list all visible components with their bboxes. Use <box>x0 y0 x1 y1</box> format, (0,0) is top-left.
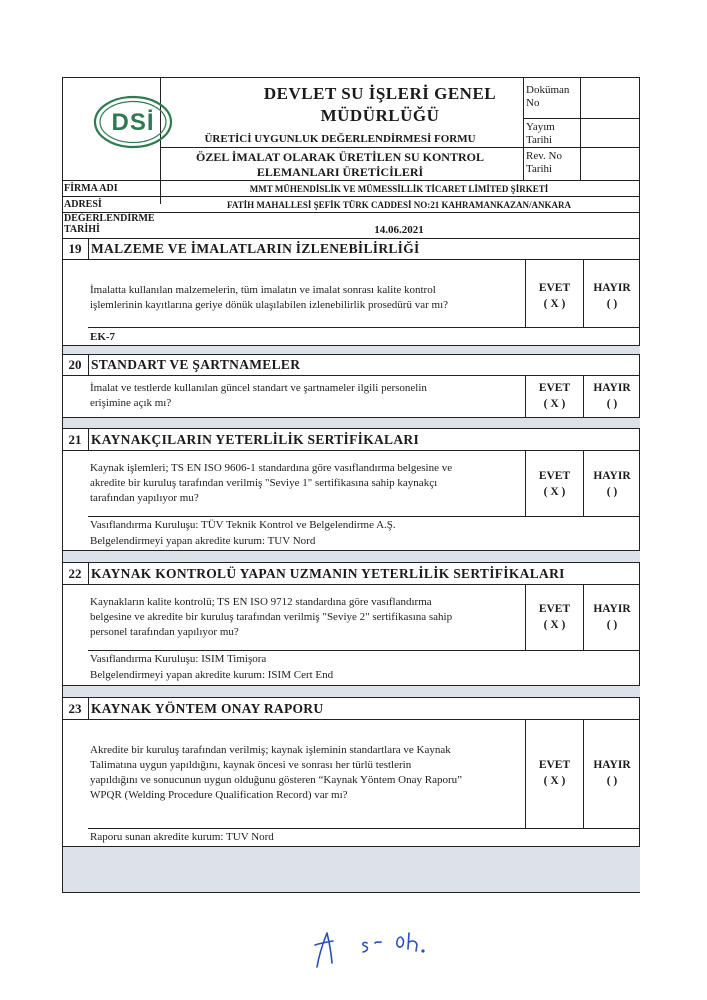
no-label: HAYIR <box>593 759 631 771</box>
no-label: HAYIR <box>593 470 631 482</box>
section-23-question-line-3: yapıldığını ve sonucunun uygun olduğunu gösteren “Kaynak Yöntem Onay Raporu” <box>90 774 462 786</box>
address-label: ADRESİ <box>64 199 102 210</box>
section-21-title: KAYNAKÇILARIN YETERLİLİK SERTİFİKALARI <box>91 432 419 447</box>
eval-date-label-line-2: TARİHİ <box>64 224 100 235</box>
doc-no-label <box>526 84 569 110</box>
logo-text: DSİ <box>111 109 155 136</box>
section-19-question <box>90 283 448 313</box>
section-22-question <box>90 595 452 640</box>
yes-label: EVET <box>538 759 571 771</box>
section-21-question-line-1: Kaynak işlemleri; TS EN ISO 9606-1 standardına göre vasıflandırma belgesine ve <box>90 462 453 474</box>
section-19-title: MALZEME VE İMALATLARIN İZLENEBİLİRLİĞİ <box>91 241 420 256</box>
header-row-line-2 <box>523 147 640 148</box>
section-23-yes-answer <box>526 757 583 789</box>
section-20-title: STANDART VE ŞARTNAMELER <box>91 357 301 372</box>
section-separator <box>63 346 640 354</box>
firm-row-line <box>62 196 640 197</box>
eval-date-label <box>64 213 155 235</box>
section-22-top-line <box>62 562 640 563</box>
title-line-2: MÜDÜRLÜĞÜ <box>320 106 440 125</box>
page-title <box>230 83 530 127</box>
firm-value: MMT MÜHENDİSLİK VE MÜMESSİLLİK TİCARET LİMİTED ŞİRKETİ <box>249 184 549 194</box>
section-20-number: 20 <box>68 357 82 372</box>
section-19-title-line <box>62 259 640 260</box>
yes-mark: ( X ) <box>543 486 566 498</box>
section-22-question-line-2: belgesine ve akredite bir kuruluş tarafından verilmiş "Seviye 2" sertifikasına sahip <box>90 611 453 623</box>
section-20-yes-answer <box>526 380 583 412</box>
eval-row-line <box>62 238 640 239</box>
no-mark: ( ) <box>606 486 618 498</box>
no-label: HAYIR <box>593 603 631 615</box>
section-20-no-answer <box>584 380 640 412</box>
section-21-note-line-1: Vasıflandırma Kuruluşu: TÜV Teknik Kontrol ve Belgelendirme A.Ş. <box>90 519 396 531</box>
section-19-question-line <box>88 327 640 328</box>
section-20-top-line <box>62 354 640 355</box>
publish-date-label-line-2: Tarihi <box>526 134 553 146</box>
section-20-question <box>90 381 427 411</box>
section-22-note-line-2: Belgelendirmeyi yapan akredite kurum: ISIM Cert End <box>90 669 334 681</box>
eval-date-value: 14.06.2021 <box>374 224 424 236</box>
section-20-num-divider <box>88 354 89 375</box>
section-19-number: 19 <box>68 241 82 256</box>
address-value: FATİH MAHALLESİ ŞEFİK TÜRK CADDESİ NO:21 KAHRAMANKAZAN/ANKARA <box>226 200 572 210</box>
yes-label: EVET <box>538 603 571 615</box>
section-23-no-answer <box>584 757 640 789</box>
signature <box>305 915 465 975</box>
section-19-note: EK-7 <box>90 331 116 343</box>
yes-mark: ( X ) <box>543 398 566 410</box>
section-22-title-line <box>62 584 640 585</box>
section-separator <box>63 847 640 892</box>
section-23-title-line <box>62 719 640 720</box>
section-21-no-answer <box>584 468 640 500</box>
yes-label: EVET <box>538 382 571 394</box>
section-22-no-answer <box>584 601 640 633</box>
publish-date-label-line-1: Yayım <box>526 121 555 133</box>
section-23-title: KAYNAK YÖNTEM ONAY RAPORU <box>91 701 324 716</box>
form-subject <box>160 150 520 180</box>
no-mark: ( ) <box>606 775 618 787</box>
no-label: HAYIR <box>593 282 631 294</box>
section-22-num-divider <box>88 562 89 584</box>
section-21-question-line-3: tarafından yapılıyor mu? <box>90 492 199 504</box>
section-21-top-line <box>62 428 640 429</box>
section-23-question-line-4: WPQR (Welding Procedure Qualification Record) var mı? <box>90 789 348 801</box>
no-mark: ( ) <box>606 619 618 631</box>
section-separator <box>63 686 640 697</box>
section-22-yes-answer <box>526 601 583 633</box>
section-20-question-line-1: İmalat ve testlerde kullanılan güncel standart ve şartnameler ilgili personelin <box>90 382 427 394</box>
form-subject-line-1: ÖZEL İMALAT OLARAK ÜRETİLEN SU KONTROL <box>196 150 484 164</box>
yes-label: EVET <box>538 470 571 482</box>
section-23-num-divider <box>88 697 89 719</box>
section-23-number: 23 <box>68 701 82 716</box>
section-19-no-answer <box>584 280 640 312</box>
section-19-num-divider <box>88 238 89 259</box>
section-21-title-line <box>62 450 640 451</box>
section-23-note: Raporu sunan akredite kurum: TUV Nord <box>90 831 274 843</box>
no-mark: ( ) <box>606 298 618 310</box>
section-21-number: 21 <box>68 432 82 447</box>
header-row-line-1 <box>523 118 640 119</box>
doc-no-label-line-1: Doküman <box>526 84 570 96</box>
section-separator <box>63 551 640 562</box>
header-divider-value <box>580 77 581 180</box>
section-22-note-line-1: Vasıflandırma Kuruluşu: ISIM Timişora <box>90 653 267 665</box>
section-21-question <box>90 461 452 506</box>
section-22-number: 22 <box>68 566 82 581</box>
form-name: ÜRETİCİ UYGUNLUK DEĞERLENDİRMESİ FORMU <box>204 133 476 145</box>
section-19-question-line-1: İmalatta kullanılan malzemelerin, tüm imalatın ve imalat sonrası kalite kontrol <box>90 284 436 296</box>
yes-mark: ( X ) <box>543 298 566 310</box>
eval-date-label-line-1: DEĞERLENDİRME <box>64 213 155 224</box>
doc-no-label-line-2: No <box>526 97 540 109</box>
form-subject-line-2: ELEMANLARI ÜRETİCİLERİ <box>256 165 424 179</box>
section-21-num-divider <box>88 428 89 450</box>
section-21-question-line-2: akredite bir kuruluş tarafından verilmiş "Seviye 1" sertifikasına sahip kaynakçı <box>90 477 438 489</box>
section-21-notes <box>90 517 396 549</box>
header-form-line <box>160 147 523 148</box>
section-20-question-line-2: erişimine açık mı? <box>90 397 172 409</box>
section-21-yes-answer <box>526 468 583 500</box>
section-23-question-line-1: Akredite bir kuruluş tarafından verilmiş; kaynak işleminin standartlara ve Kaynak <box>90 744 451 756</box>
yes-label: EVET <box>538 282 571 294</box>
no-mark: ( ) <box>606 398 618 410</box>
section-22-notes <box>90 651 333 683</box>
section-23-top-line <box>62 697 640 698</box>
section-21-note-line-2: Belgelendirmeyi yapan akredite kurum: TUV Nord <box>90 535 316 547</box>
no-label: HAYIR <box>593 382 631 394</box>
section-20-title-line <box>62 375 640 376</box>
section-19-yes-answer <box>526 280 583 312</box>
title-line-1: DEVLET SU İŞLERİ GENEL <box>263 84 497 103</box>
yes-mark: ( X ) <box>543 775 566 787</box>
firm-label: FİRMA ADI <box>64 183 118 194</box>
rev-label-line-1: Rev. No <box>526 150 562 162</box>
rev-label-line-2: Tarihi <box>526 163 553 175</box>
section-separator <box>63 418 640 428</box>
section-22-question-line-3: personel tarafından yapılıyor mu? <box>90 626 239 638</box>
section-19-question-line-2: işlemlerinin kayıtlarına geriye dönük ulaşılabilen izlenebilirlik prosedürü var mı? <box>90 299 449 311</box>
publish-date-label <box>526 121 555 147</box>
section-22-question-line-1: Kaynakların kalite kontrolü; TS EN ISO 9712 standardına göre vasıflandırma <box>90 596 432 608</box>
yes-mark: ( X ) <box>543 619 566 631</box>
section-22-title: KAYNAK KONTROLÜ YAPAN UZMANIN YETERLİLİK SERTİFİKALARI <box>91 566 565 581</box>
rev-label <box>526 150 562 176</box>
header-bottom-line <box>62 180 640 181</box>
section-23-question <box>90 743 462 803</box>
section-23-question-line-2: Talimatına uygun yapıldığını, kaynak öncesi ve sonrası her türlü testlerin <box>90 759 412 771</box>
